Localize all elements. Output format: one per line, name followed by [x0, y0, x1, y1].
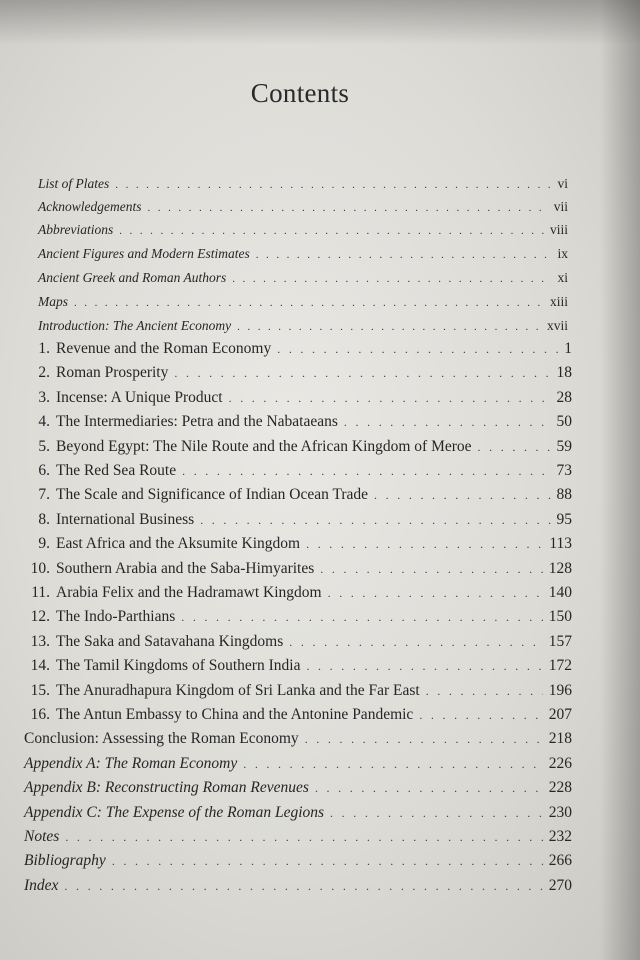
toc-entry-title: Acknowledgements: [38, 199, 142, 214]
toc-entry-title: Revenue and the Roman Economy: [56, 340, 272, 357]
toc-entry-label: [24, 608, 175, 626]
toc-entry: [24, 413, 572, 431]
toc-entry-page: 230: [548, 803, 572, 821]
toc-entry-number: 14.: [30, 657, 50, 675]
toc-entry-number: 12.: [30, 608, 50, 626]
toc-entry: [24, 682, 572, 700]
toc-entry-title: The Scale and Significance of Indian Ocean Trade: [56, 486, 369, 504]
toc-entry-number: 9.: [38, 535, 50, 553]
dot-leader: [200, 513, 550, 528]
toc-entry-page: vi: [557, 176, 568, 191]
toc-entry: [38, 246, 568, 262]
toc-entry-title: Conclusion: Assessing the Roman Economy: [24, 730, 299, 748]
toc-entry-title: List of Plates: [38, 176, 110, 191]
dot-leader: [374, 488, 550, 503]
toc-entry-page: 28: [556, 388, 572, 406]
dot-leader: [305, 732, 543, 747]
toc-entry: [38, 294, 568, 310]
dot-leader: [344, 415, 551, 430]
toc-entry-page: xi: [557, 270, 568, 285]
toc-entry-title: Index: [24, 876, 59, 894]
toc-entry-title: International Business: [56, 510, 195, 528]
toc-entry-title: Ancient Figures and Modern Estimates: [38, 246, 250, 261]
toc-entry-title: Roman Prosperity: [56, 364, 169, 382]
toc-entry: [24, 633, 572, 651]
toc-entry-label: [24, 779, 309, 797]
toc-entry: [24, 340, 572, 358]
toc-entry: [24, 462, 572, 480]
toc-entry: [24, 511, 572, 529]
toc-entry: [24, 364, 572, 382]
dot-leader: [419, 708, 542, 723]
dot-leader: [306, 537, 543, 552]
dot-leader: [315, 781, 543, 796]
toc-entry-label: [24, 413, 338, 431]
dot-leader: [119, 225, 544, 237]
toc-entry-number: 1.: [38, 340, 50, 357]
dot-leader: [229, 391, 551, 406]
dot-leader: [320, 562, 542, 577]
toc-entry: [24, 877, 572, 895]
toc-entry: [24, 755, 572, 773]
toc-entry-page: xvii: [546, 318, 568, 333]
toc-entry-page: vii: [553, 199, 568, 214]
toc-entry: [24, 804, 572, 822]
toc-entry-number: 6.: [38, 462, 50, 479]
toc-entry: [24, 535, 572, 553]
toc-entry-page: 172: [548, 657, 572, 675]
toc-entry-label: [24, 682, 420, 700]
toc-entry: [24, 560, 572, 578]
toc-entry-page: 228: [548, 779, 572, 797]
toc-entry-page: 128: [548, 559, 572, 577]
toc-entry-number: 13.: [30, 632, 50, 650]
toc-entry: [24, 486, 572, 504]
toc-entry-label: [38, 176, 109, 192]
toc-entry-title: Introduction: The Ancient Economy: [38, 318, 232, 333]
toc-entry-number: 4.: [38, 413, 50, 431]
toc-entry-page: 1: [564, 340, 572, 357]
toc-entry-title: Bibliography: [24, 852, 106, 870]
toc-entry-label: [38, 222, 113, 238]
toc-entry-label: [38, 294, 68, 310]
toc-entry-number: 2.: [38, 364, 50, 382]
toc-entry-label: [24, 389, 223, 407]
dot-leader: [65, 830, 542, 845]
toc-entry-title: The Saka and Satavahana Kingdoms: [56, 632, 284, 650]
dot-leader: [64, 879, 542, 894]
toc-entry-title: The Tamil Kingdoms of Southern India: [56, 657, 301, 675]
dot-leader: [181, 610, 543, 625]
toc-entry: [38, 318, 568, 334]
toc-entry-page: 266: [548, 852, 572, 870]
toc-entry-title: The Antun Embassy to China and the Antonine Pandemic: [56, 706, 414, 723]
toc-entry-label: [24, 511, 194, 529]
toc-entry-title: East Africa and the Aksumite Kingdom: [56, 535, 301, 553]
dot-leader: [478, 440, 551, 455]
toc-entry-page: ix: [557, 246, 568, 261]
toc-entry-label: [24, 730, 299, 748]
toc-entry-title: The Intermediaries: Petra and the Nabataeans: [56, 413, 338, 431]
dot-leader: [243, 757, 543, 772]
toc-entry-number: 11.: [31, 584, 50, 601]
toc-entry-number: 10.: [30, 559, 50, 577]
page-title: Contents: [250, 78, 350, 108]
dot-leader: [328, 586, 543, 601]
toc-entry-page: 196: [548, 681, 572, 699]
toc-entry-title: Ancient Greek and Roman Authors: [38, 270, 227, 285]
toc-entry: [24, 584, 572, 602]
toc-entry-page: 50: [556, 413, 572, 431]
dot-leader: [174, 366, 550, 381]
dot-leader: [256, 249, 552, 261]
toc-entry: [38, 222, 568, 238]
dot-leader: [277, 342, 558, 357]
toc-entry-label: [24, 877, 58, 895]
toc-entry-page: 157: [548, 632, 572, 650]
toc-entry-label: [24, 804, 324, 822]
toc-entry: [24, 730, 572, 748]
toc-entry-label: [24, 828, 59, 846]
toc-entry-number: 5.: [38, 437, 50, 455]
toc-entry-number: 3.: [38, 388, 50, 406]
toc-entry-label: [24, 852, 106, 870]
toc-entry-page: xiii: [549, 294, 568, 309]
toc-entry-number: 15.: [30, 681, 50, 699]
toc-entry-title: Appendix A: The Roman Economy: [24, 754, 238, 772]
toc-entry-title: Arabia Felix and the Hadramawt Kingdom: [56, 584, 322, 601]
toc-entry-page: 226: [548, 754, 572, 772]
toc-entry-label: [24, 340, 271, 358]
toc-entry-title: Maps: [38, 294, 68, 309]
toc-entry-title: Incense: A Unique Product: [56, 388, 223, 406]
toc-entry-page: 207: [548, 706, 572, 723]
toc-entry-label: [24, 560, 314, 578]
toc-entry: [24, 852, 572, 870]
toc-entry-title: The Indo-Parthians: [56, 608, 176, 626]
toc-entry: [24, 828, 572, 846]
dot-leader: [147, 202, 547, 214]
toc-entry: [38, 199, 568, 215]
toc-entry-label: [38, 318, 231, 334]
toc-entry: [24, 438, 572, 456]
toc-entry-number: 7.: [38, 486, 50, 504]
toc-entry-page: 270: [548, 876, 572, 894]
toc-entry-title: The Red Sea Route: [56, 462, 177, 479]
toc-entry-title: Southern Arabia and the Saba-Himyarites: [56, 559, 315, 577]
toc-entry: [24, 389, 572, 407]
toc-entry-label: [24, 535, 300, 553]
dot-leader: [237, 321, 541, 333]
toc-entry-label: [38, 246, 250, 262]
toc-entry-label: [38, 199, 141, 215]
toc-entry-page: 140: [548, 584, 572, 601]
toc-entry-label: [24, 755, 237, 773]
toc-entry-label: [24, 633, 283, 651]
toc-entry-number: 8.: [38, 510, 50, 528]
toc-entry-page: 218: [548, 730, 572, 748]
toc-entry-page: 232: [548, 828, 572, 845]
toc-entry: [24, 657, 572, 675]
toc-entry-title: Appendix C: The Expense of the Roman Legions: [24, 803, 325, 821]
dot-leader: [426, 684, 543, 699]
toc-entry-page: viii: [549, 222, 568, 237]
toc-entry-page: 88: [556, 486, 572, 504]
toc-entry: [38, 270, 568, 286]
toc-entry-label: [24, 438, 472, 456]
toc-entry-label: [24, 462, 176, 480]
toc-entry-label: [24, 706, 413, 724]
toc-entry-page: 59: [556, 437, 572, 455]
dot-leader: [182, 464, 550, 479]
toc-entry-label: [38, 270, 226, 286]
toc-entry-title: Abbreviations: [38, 222, 114, 237]
toc-entry-page: 150: [548, 608, 572, 626]
toc-entry: [24, 608, 572, 626]
toc-entry-page: 18: [556, 364, 572, 382]
toc-entry-number: 16.: [30, 706, 50, 723]
toc-entry-title: Beyond Egypt: The Nile Route and the African Kingdom of Meroe: [56, 437, 472, 455]
toc-entry-label: [24, 364, 168, 382]
toc-entry-label: [24, 486, 368, 504]
dot-leader: [74, 297, 544, 309]
toc-entry-page: 113: [549, 535, 572, 553]
toc-entry: [38, 176, 568, 192]
toc-entry-label: [24, 584, 322, 602]
dot-leader: [115, 179, 551, 191]
toc-entry: [24, 779, 572, 797]
toc-entry-title: Appendix B: Reconstructing Roman Revenues: [24, 779, 309, 797]
dot-leader: [289, 635, 542, 650]
dot-leader: [306, 659, 542, 674]
dot-leader: [330, 806, 543, 821]
toc-entry: [24, 706, 572, 724]
toc-entry-page: 73: [556, 462, 572, 479]
dot-leader: [232, 273, 551, 285]
dot-leader: [112, 854, 543, 869]
toc-entry-page: 95: [556, 510, 572, 528]
toc-entry-label: [24, 657, 300, 675]
toc-entry-title: Notes: [24, 828, 60, 845]
toc-entry-title: The Anuradhapura Kingdom of Sri Lanka and the Far East: [56, 681, 420, 699]
